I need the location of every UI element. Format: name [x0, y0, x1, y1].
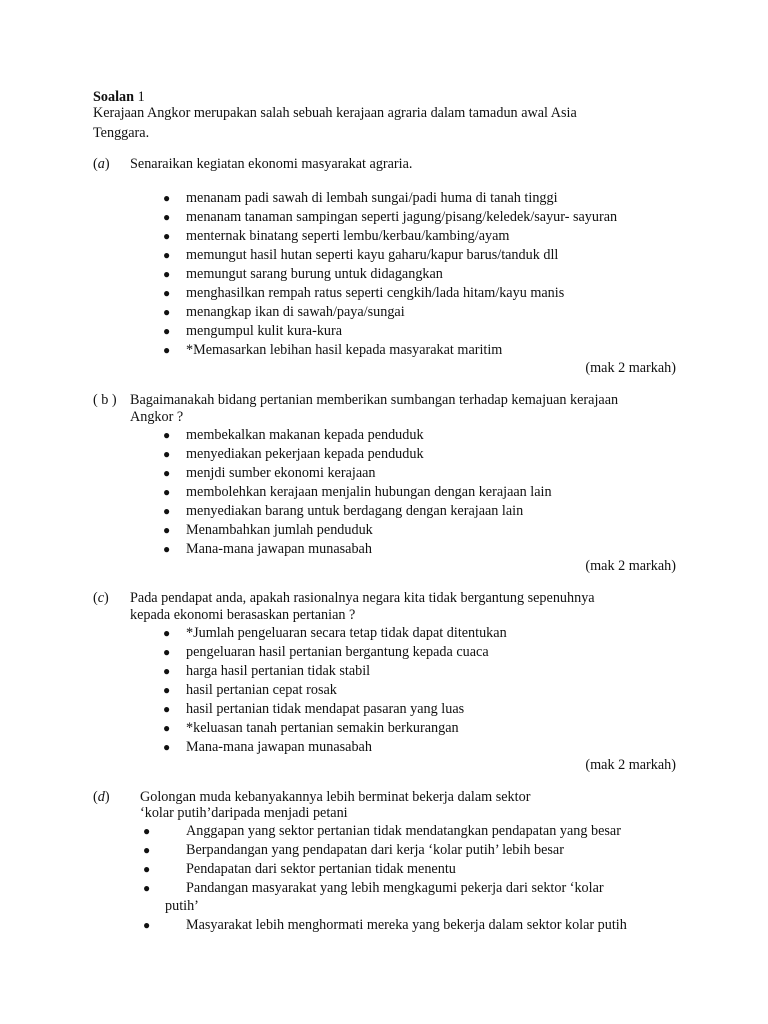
intro-line-2: Tenggara.: [93, 125, 150, 141]
list-item: Pendapatan dari sektor pertanian tidak menentu: [186, 861, 456, 877]
intro-line-1: Kerajaan Angkor merupakan salah sebuah kerajaan agraria dalam tamadun awal Asia: [93, 105, 577, 121]
list-item: menghasilkan rempah ratus seperti cengkih/lada hitam/kayu manis: [186, 285, 565, 301]
q-d-question-line-2: ‘kolar putih’daripada menjadi petani: [140, 805, 348, 821]
bullet-icon: ●: [163, 702, 171, 716]
bullet-icon: ●: [163, 210, 171, 224]
list-item: menanam padi sawah di lembah sungai/padi huma di tanah tinggi: [186, 190, 558, 206]
list-item: menangkap ikan di sawah/paya/sungai: [186, 304, 405, 320]
bullet-icon: ●: [163, 485, 171, 499]
bullet-icon: ●: [143, 862, 151, 876]
list-item: hasil pertanian tidak mendapat pasaran yang luas: [186, 701, 465, 717]
list-item: *keluasan tanah pertanian semakin berkurangan: [186, 720, 459, 736]
heading-label: Soalan: [93, 89, 135, 105]
list-item: Berpandangan yang pendapatan dari kerja ‘kolar putih’ lebih besar: [186, 842, 564, 858]
bullet-icon: ●: [163, 523, 171, 537]
list-item: pengeluaran hasil pertanian bergantung kepada cuaca: [186, 644, 489, 660]
list-item: menyediakan barang untuk berdagang dengan kerajaan lain: [186, 503, 524, 519]
bullet-icon: ●: [143, 918, 151, 932]
list-item: menyediakan pekerjaan kepada penduduk: [186, 446, 424, 462]
bullet-icon: ●: [163, 191, 171, 205]
list-item-continuation: putih’: [165, 898, 199, 914]
bullet-icon: ●: [163, 645, 171, 659]
bullet-icon: ●: [163, 324, 171, 338]
list-item: Pandangan masyarakat yang lebih mengkagumi pekerja dari sektor ‘kolar: [186, 880, 604, 896]
q-b-label: ( b ): [93, 392, 117, 408]
list-item: Mana-mana jawapan munasabah: [186, 739, 372, 755]
bullet-icon: ●: [163, 504, 171, 518]
bullet-icon: ●: [143, 824, 151, 838]
list-item: harga hasil pertanian tidak stabil: [186, 663, 371, 679]
bullet-icon: ●: [163, 305, 171, 319]
bullet-icon: ●: [143, 843, 151, 857]
bullet-icon: ●: [163, 721, 171, 735]
list-item: *Jumlah pengeluaran secara tetap tidak dapat ditentukan: [186, 625, 507, 641]
list-item: membekalkan makanan kepada penduduk: [186, 427, 424, 443]
q-d-label: (d): [93, 789, 110, 805]
q-a-marks: (mak 2 markah): [585, 360, 676, 376]
bullet-icon: ●: [163, 428, 171, 442]
list-item: memungut sarang burung untuk didagangkan: [186, 266, 443, 282]
q-b-marks: (mak 2 markah): [585, 558, 676, 574]
list-item: memungut hasil hutan seperti kayu gaharu/kapur barus/tanduk dll: [186, 247, 559, 263]
bullet-icon: ●: [163, 229, 171, 243]
bullet-icon: ●: [163, 626, 171, 640]
bullet-icon: ●: [163, 466, 171, 480]
bullet-icon: ●: [163, 740, 171, 754]
q-b-question-line-2: Angkor ?: [130, 409, 184, 425]
list-item: membolehkan kerajaan menjalin hubungan dengan kerajaan lain: [186, 484, 552, 500]
q-a-label: (a): [93, 156, 110, 172]
bullet-icon: ●: [163, 447, 171, 461]
bullet-icon: ●: [163, 683, 171, 697]
list-item: menjdi sumber ekonomi kerajaan: [186, 465, 376, 481]
bullet-icon: ●: [163, 664, 171, 678]
list-item: hasil pertanian cepat rosak: [186, 682, 337, 698]
bullet-icon: ●: [163, 267, 171, 281]
q-c-question-line-1: Pada pendapat anda, apakah rasionalnya negara kita tidak bergantung sepenuhnya: [130, 590, 595, 606]
list-item: Menambahkan jumlah penduduk: [186, 522, 373, 538]
bullet-icon: ●: [163, 343, 171, 357]
q-c-marks: (mak 2 markah): [585, 757, 676, 773]
q-a-question: Senaraikan kegiatan ekonomi masyarakat agraria.: [130, 156, 413, 172]
list-item: Mana-mana jawapan munasabah: [186, 541, 372, 557]
list-item: menternak binatang seperti lembu/kerbau/kambing/ayam: [186, 228, 510, 244]
list-item: *Memasarkan lebihan hasil kepada masyarakat maritim: [186, 342, 503, 358]
q-d-question-line-1: Golongan muda kebanyakannya lebih berminat bekerja dalam sektor: [140, 789, 531, 805]
bullet-icon: ●: [143, 881, 151, 895]
heading-number: 1: [137, 89, 145, 105]
q-c-label: (c): [93, 590, 109, 606]
list-item: menanam tanaman sampingan seperti jagung/pisang/keledek/sayur- sayuran: [186, 209, 618, 225]
q-c-question-line-2: kepada ekonomi berasaskan pertanian ?: [130, 607, 356, 623]
bullet-icon: ●: [163, 286, 171, 300]
bullet-icon: ●: [163, 248, 171, 262]
list-item: mengumpul kulit kura-kura: [186, 323, 343, 339]
list-item: Anggapan yang sektor pertanian tidak mendatangkan pendapatan yang besar: [186, 823, 621, 839]
bullet-icon: ●: [163, 542, 171, 556]
q-b-question-line-1: Bagaimanakah bidang pertanian memberikan sumbangan terhadap kemajuan kerajaan: [130, 392, 619, 408]
list-item: Masyarakat lebih menghormati mereka yang bekerja dalam sektor kolar putih: [186, 917, 627, 933]
